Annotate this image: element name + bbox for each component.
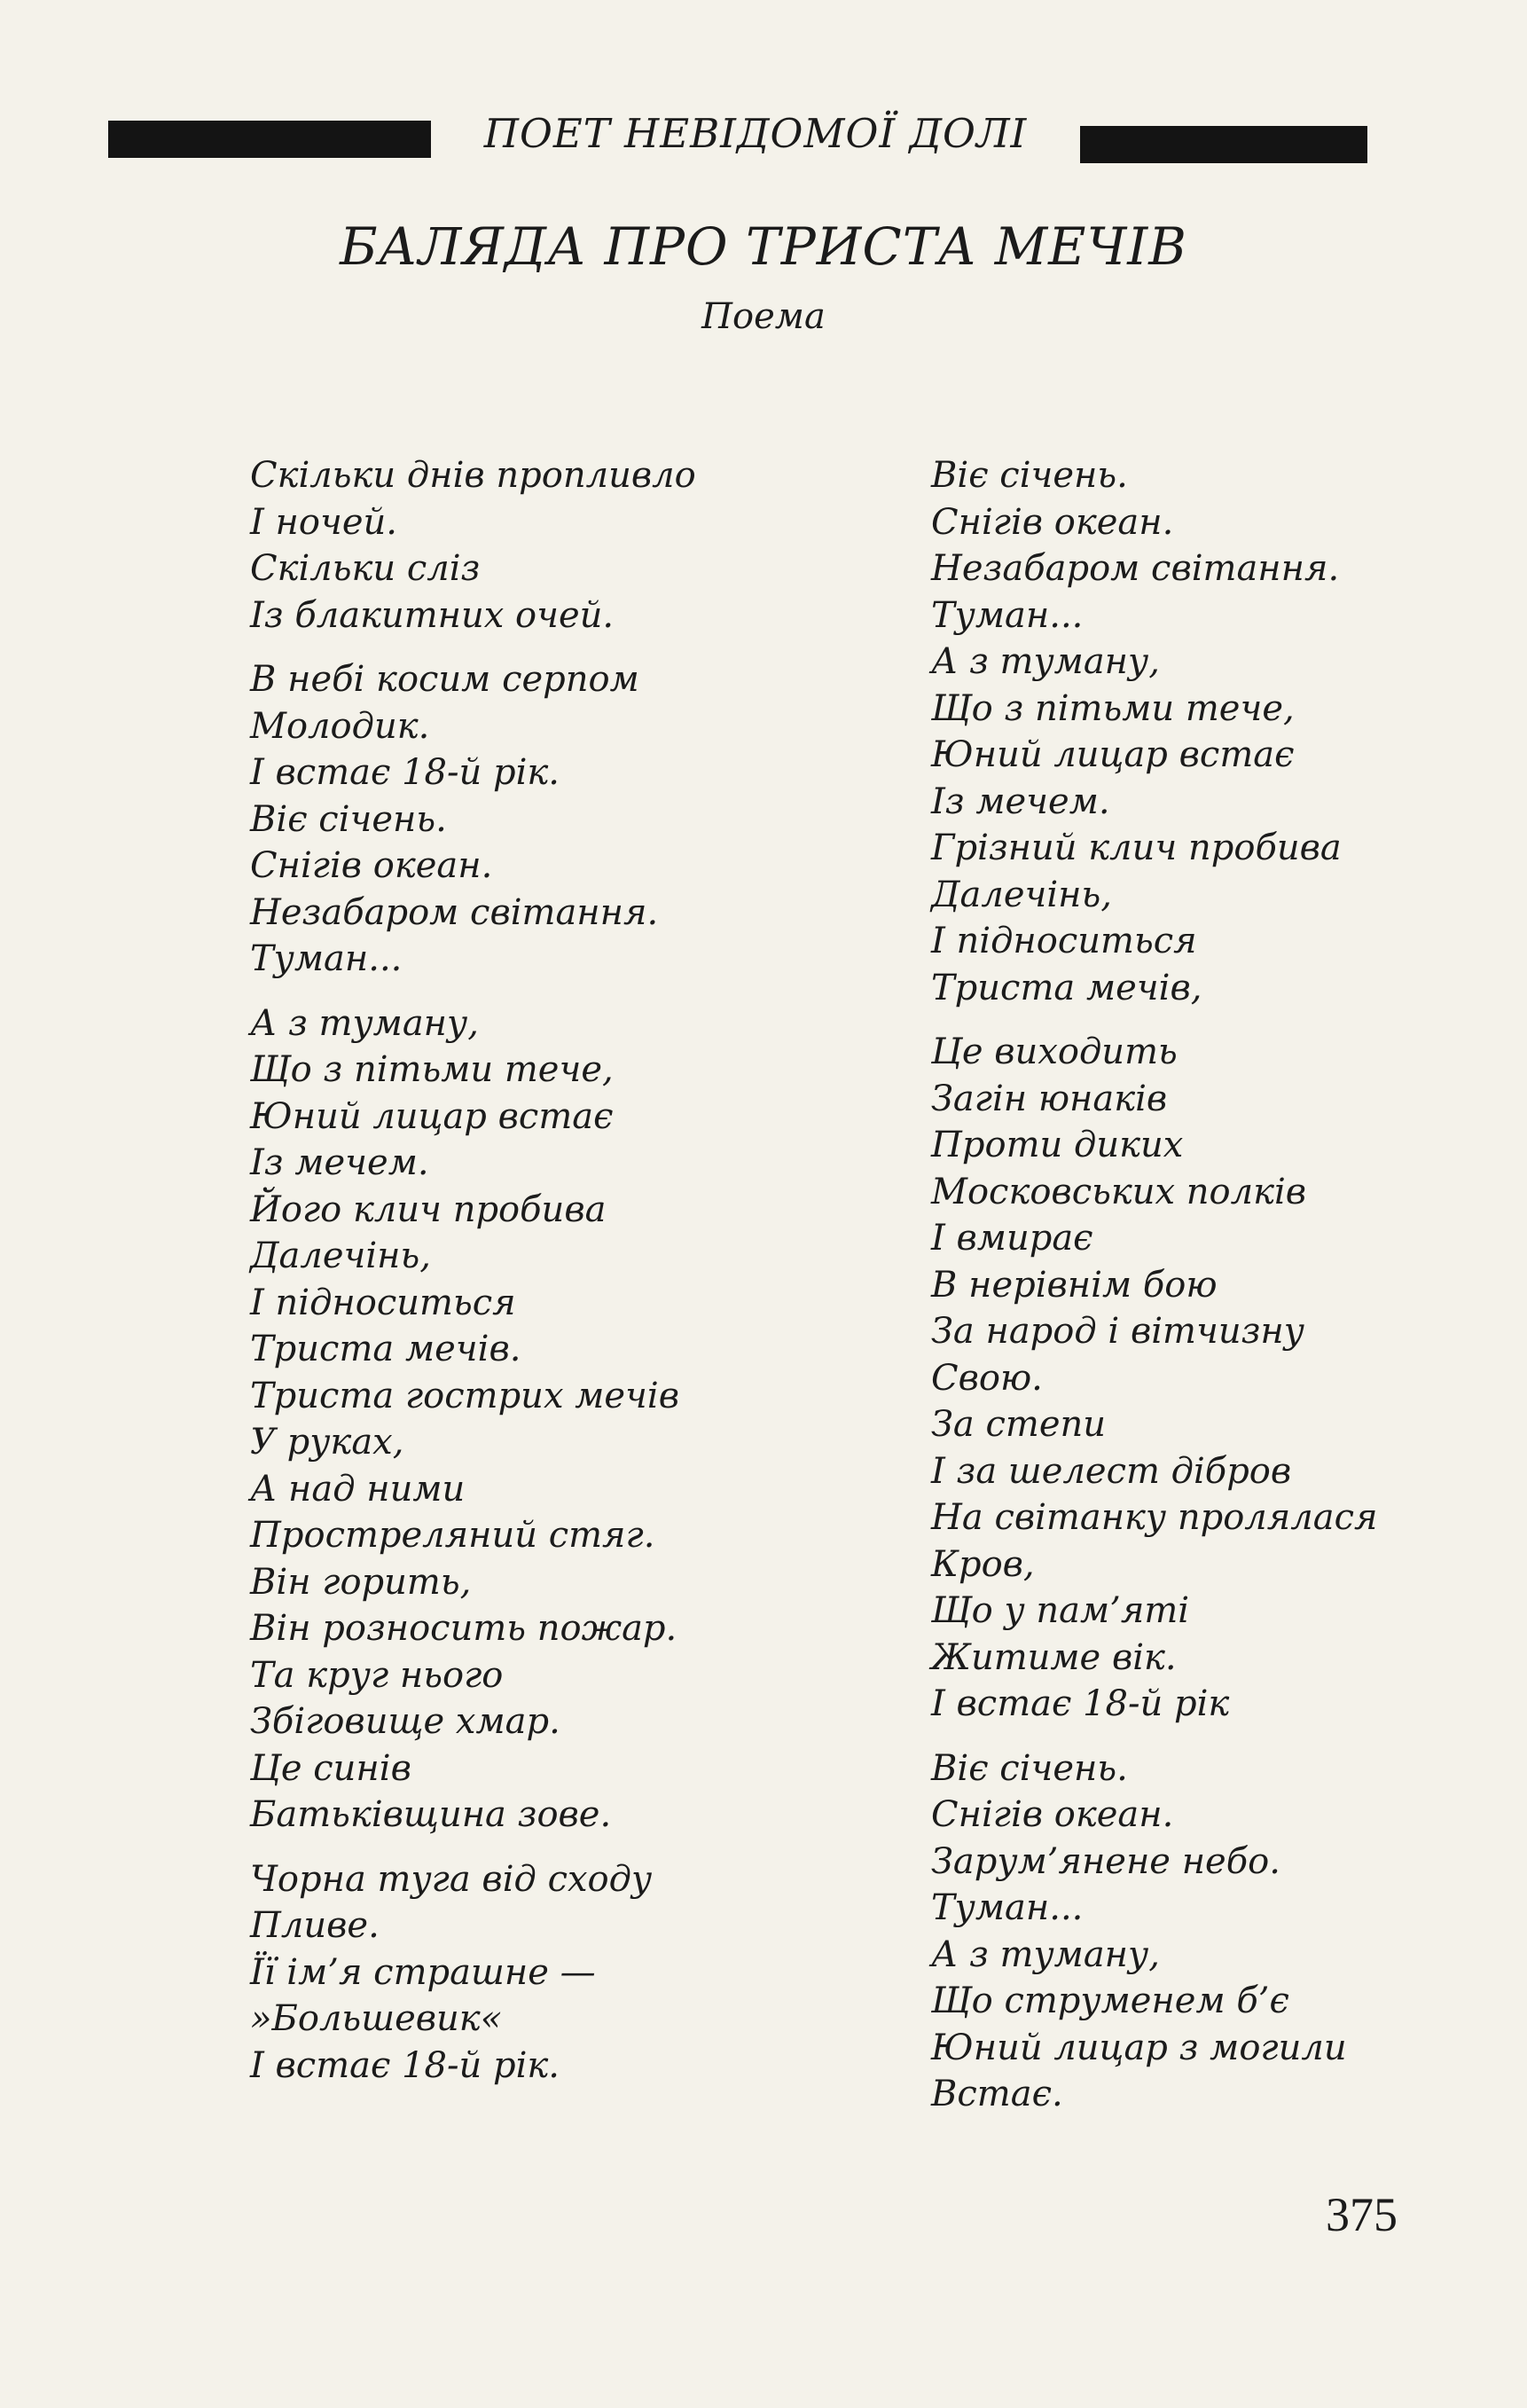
poem-line: Та круг нього: [250, 1654, 504, 1696]
poem-line: Із мечем.: [250, 1142, 429, 1183]
poem-line: За народ і вітчизну: [931, 1311, 1304, 1352]
poem-line: І за шелест дібров: [931, 1450, 1292, 1492]
poem-line: І підноситься: [250, 1282, 516, 1323]
poem-line: У руках,: [250, 1422, 404, 1463]
poem-line: Його клич пробива: [250, 1188, 607, 1230]
poem-line: Снігів океан.: [931, 1794, 1174, 1835]
poem-line: Московських полків: [931, 1171, 1307, 1212]
poem-line: І встає 18-й рік: [931, 1683, 1230, 1724]
poem-line: Далечінь,: [931, 874, 1113, 915]
poem-line: Грізний клич пробива: [931, 828, 1342, 868]
poem-line: А з туману,: [931, 1933, 1160, 1975]
poem-line: І вмирає: [931, 1218, 1093, 1259]
stanza: [931, 1029, 1463, 1728]
poem-line: І встає 18-й рік.: [250, 2044, 560, 2086]
poem-column-left: [250, 452, 747, 2106]
poem-line: На світанку пролялася: [931, 1497, 1378, 1538]
poem-line: Снігів океан.: [250, 845, 493, 886]
poem-line: Загін юнаків: [931, 1078, 1168, 1119]
poem-line: Батьківщина зове.: [250, 1794, 612, 1835]
page-number: 375: [1326, 2188, 1398, 2241]
poem-line: Що струменем б’є: [931, 1981, 1289, 2021]
poem-line: Проти диких: [931, 1125, 1184, 1165]
poem-line: А над ними: [250, 1468, 466, 1510]
poem-line: Встає.: [931, 2074, 1063, 2114]
poem-line: Що з пітьми тече,: [931, 687, 1295, 729]
poem-line: Свою.: [931, 1357, 1043, 1399]
poem-line: Житиме вік.: [931, 1636, 1177, 1678]
poem-line: А з туману,: [250, 1002, 479, 1044]
poem-line: Її ім’я страшне —: [250, 1951, 596, 1993]
poem-line: Це виходить: [931, 1031, 1178, 1072]
poem-line: І ночей.: [250, 501, 397, 543]
poem-line: Пливе.: [250, 1905, 380, 1946]
poem-line: За степи: [931, 1404, 1107, 1445]
poem-line: Скільки сліз: [250, 548, 481, 589]
poem-title: БАЛЯДА ПРО ТРИСТА МЕЧІВ: [340, 216, 1187, 277]
poem-line: Незабаром світання.: [931, 548, 1340, 589]
poem-subtitle: Поема: [701, 296, 826, 337]
poem-line: Туман...: [931, 594, 1084, 636]
poem-line: Це синів: [250, 1747, 411, 1789]
header-rule-left: [108, 121, 431, 158]
stanza: [931, 452, 1463, 1011]
poem-line: Незабаром світання.: [250, 891, 659, 933]
poem-line: Зарум’янене небо.: [931, 1840, 1280, 1882]
poem-line: Віє січень.: [931, 1747, 1128, 1789]
poem-line: Прострeляний стяг.: [250, 1515, 655, 1556]
stanza: [250, 1000, 747, 1839]
poem-line: Далечінь,: [250, 1235, 432, 1276]
poem-line: Юний лицар встає: [250, 1095, 614, 1137]
poem-line: Скільки днів пропливло: [250, 455, 696, 496]
poem-line: Триста мечів.: [250, 1329, 521, 1369]
poem-line: І підноситься: [931, 921, 1197, 961]
poem-line: Із мечем.: [931, 780, 1110, 822]
poem-line: Віє січень.: [931, 455, 1128, 496]
running-head: ПОЕТ НЕВІДОМОЇ ДОЛІ: [483, 110, 1028, 157]
poem-line: Що у пам’яті: [931, 1590, 1190, 1631]
poem-line: »Большевик«: [250, 1998, 503, 2039]
poem-line: Триста мечів,: [931, 967, 1202, 1008]
poem-line: Чорна туга від сходу: [250, 1858, 653, 1900]
poem-line: Снігів океан.: [931, 501, 1174, 543]
poem-line: Кров,: [931, 1543, 1035, 1585]
header-rule-right: [1080, 126, 1367, 163]
poem-line: Молодик.: [250, 705, 430, 747]
poem-line: В небі косим серпом: [250, 659, 639, 700]
stanza: [250, 1856, 747, 2090]
poem-line: Збіговище хмар.: [250, 1701, 560, 1742]
poem-column-right: [931, 452, 1463, 2136]
poem-line: Віє січень.: [250, 798, 447, 840]
stanza: [250, 452, 747, 639]
poem-line: Він розносить пожар.: [250, 1608, 677, 1649]
poem-line: Туман...: [250, 938, 403, 979]
poem-line: Він горить,: [250, 1561, 472, 1603]
stanza: [931, 1745, 1463, 2118]
poem-line: Юний лицар встає: [931, 734, 1295, 775]
poem-line: І встає 18-й рік.: [250, 752, 560, 793]
poem-line: Триста гострих мечів: [250, 1375, 680, 1416]
poem-line: Що з пітьми тече,: [250, 1049, 614, 1090]
poem-line: Юний лицар з могили: [931, 2027, 1347, 2068]
poem-line: Туман...: [931, 1887, 1084, 1928]
poem-line: В нерівнім бою: [931, 1264, 1218, 1306]
stanza: [250, 656, 747, 983]
poem-line: Із блакитних очей.: [250, 594, 615, 636]
poem-line: А з туману,: [931, 641, 1160, 682]
